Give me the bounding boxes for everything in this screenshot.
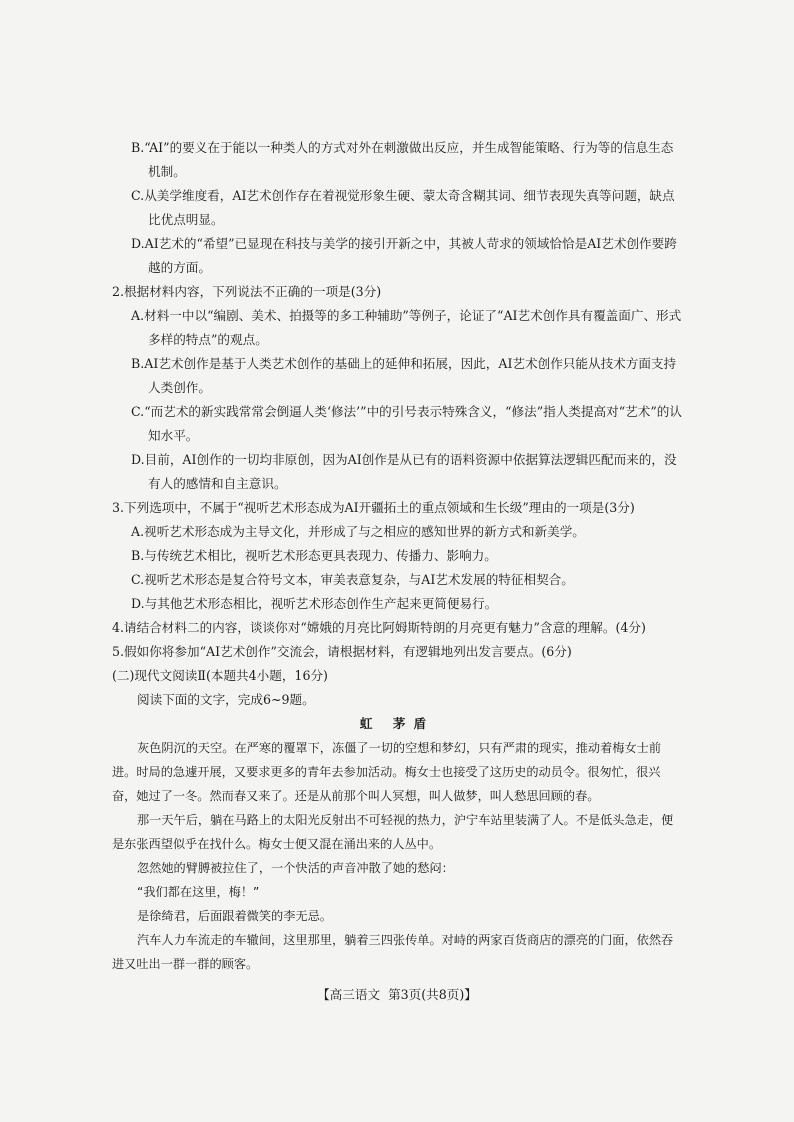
q5-stem: 5.假如你将参加“AI艺术创作”交流会，请根据材料，有逻辑地列出发言要点。(6分) (112, 644, 572, 659)
q3-option-c: C.视听艺术形态是复合符号文本，审美表意复杂，与AI艺术发展的特征相契合。 (131, 572, 574, 587)
q1-option-c: C.从美学维度看，AI艺术创作存在着视觉形象生硬、蒙太奇含糊其词、细节表现失真等问题，缺点比优点明显。 (131, 188, 675, 227)
q4-stem: 4.请结合材料二的内容，谈谈你对“嫦娥的月亮比阿姆斯特朗的月亮更有魅力”含意的理解。(4分) (112, 620, 646, 635)
q1-option-b: B.“AI”的要义在于能以一种类人的方式对外在刺激做出反应，并生成智能策略、行为等的信息生态机制。 (131, 140, 674, 179)
article-paragraph-1: 灰色阴沉的天空。在严寒的覆罩下，冻僵了一切的空想和梦幻，只有严肃的现实，推动着梅女士前进。时局的急遽开展，又要求更多的青年去参加活动。梅女士也接受了这历史的动员令。很匆忙，很兴奋，她过了一冬。然而春又来了。还是从前那个叫人冥想，叫人做梦，叫人愁思回顾的春。 (112, 741, 662, 803)
article-paragraph-4: “我们都在这里，梅！” (137, 885, 260, 899)
reading-instruction: 阅读下面的文字，完成6~9题。 (137, 692, 315, 707)
page-footer (0, 984, 794, 1003)
q3-option-d: D.与其他艺术形态相比，视听艺术形态创作生产起来更简便易行。 (131, 596, 498, 611)
q2-option-d: D.目前，AI创作的一切均非原创，因为AI创作是从已有的语料资源中依据算法逻辑匹配而来的，没有人的感情和自主意识。 (131, 452, 677, 491)
article-paragraph-5: 是徐绮君，后面跟着微笑的李无忌。 (137, 909, 332, 923)
q2-option-b: B.AI艺术创作是基于人类艺术创作的基础上的延伸和拓展，因此，AI艺术创作只能从技术方面支持人类创作。 (131, 356, 677, 395)
q3-option-a: A.视听艺术形态成为主导文化，并形成了与之相应的感知世界的新方式和新美学。 (131, 524, 585, 539)
q3-option-b: B.与传统艺术相比，视听艺术形态更具表现力、传播力、影响力。 (131, 548, 497, 563)
q2-option-c: C.“而艺术的新实践常常会倒逼人类‘修法’”中的引号表示特殊含义，“修法”指人类提高对“艺术”的认知水平。 (131, 404, 682, 443)
section-heading: (二)现代文阅读Ⅱ(本题共4小题，16分) (112, 668, 328, 683)
q1-option-d: D.AI艺术的“希望”已显现在科技与美学的接引开新之中，其被人苛求的领域恰恰是AI艺术创作要跨越的方面。 (131, 236, 677, 275)
footer-page-number: 第3页(共8页)】 (388, 987, 477, 1002)
q2-option-a: A.材料一中以“编剧、美术、拍摄等的多工种辅助”等例子，论证了“AI艺术创作具有覆盖面广、形式多样的特点”的观点。 (131, 308, 682, 347)
article-title: 虹 茅盾 (359, 716, 435, 731)
article-paragraph-3: 忽然她的臂膊被拉住了，一个快活的声音冲散了她的愁闷： (137, 861, 454, 875)
article-paragraph-6: 汽车人力车流走的车辙间，这里那里，躺着三四张传单。对峙的两家百货商店的漂亮的门面，依然吞进又吐出一群一群的顾客。 (112, 933, 674, 971)
q3-stem: 3.下列选项中，不属于“视听艺术形态成为AI开疆拓土的重点领域和生长级”理由的一项是(3分) (112, 500, 635, 515)
article-paragraph-2: 那一天午后，躺在马路上的太阳光反射出不可轻视的热力，沪宁车站里装满了人。不是低头急走，便是东张西望似乎在找什么。梅女士便又混在涌出来的人丛中。 (112, 813, 674, 851)
q2-stem: 2.根据材料内容，下列说法不正确的一项是(3分) (112, 284, 382, 299)
footer-subject: 【高三语文 (317, 987, 381, 1002)
page-content (112, 136, 682, 976)
